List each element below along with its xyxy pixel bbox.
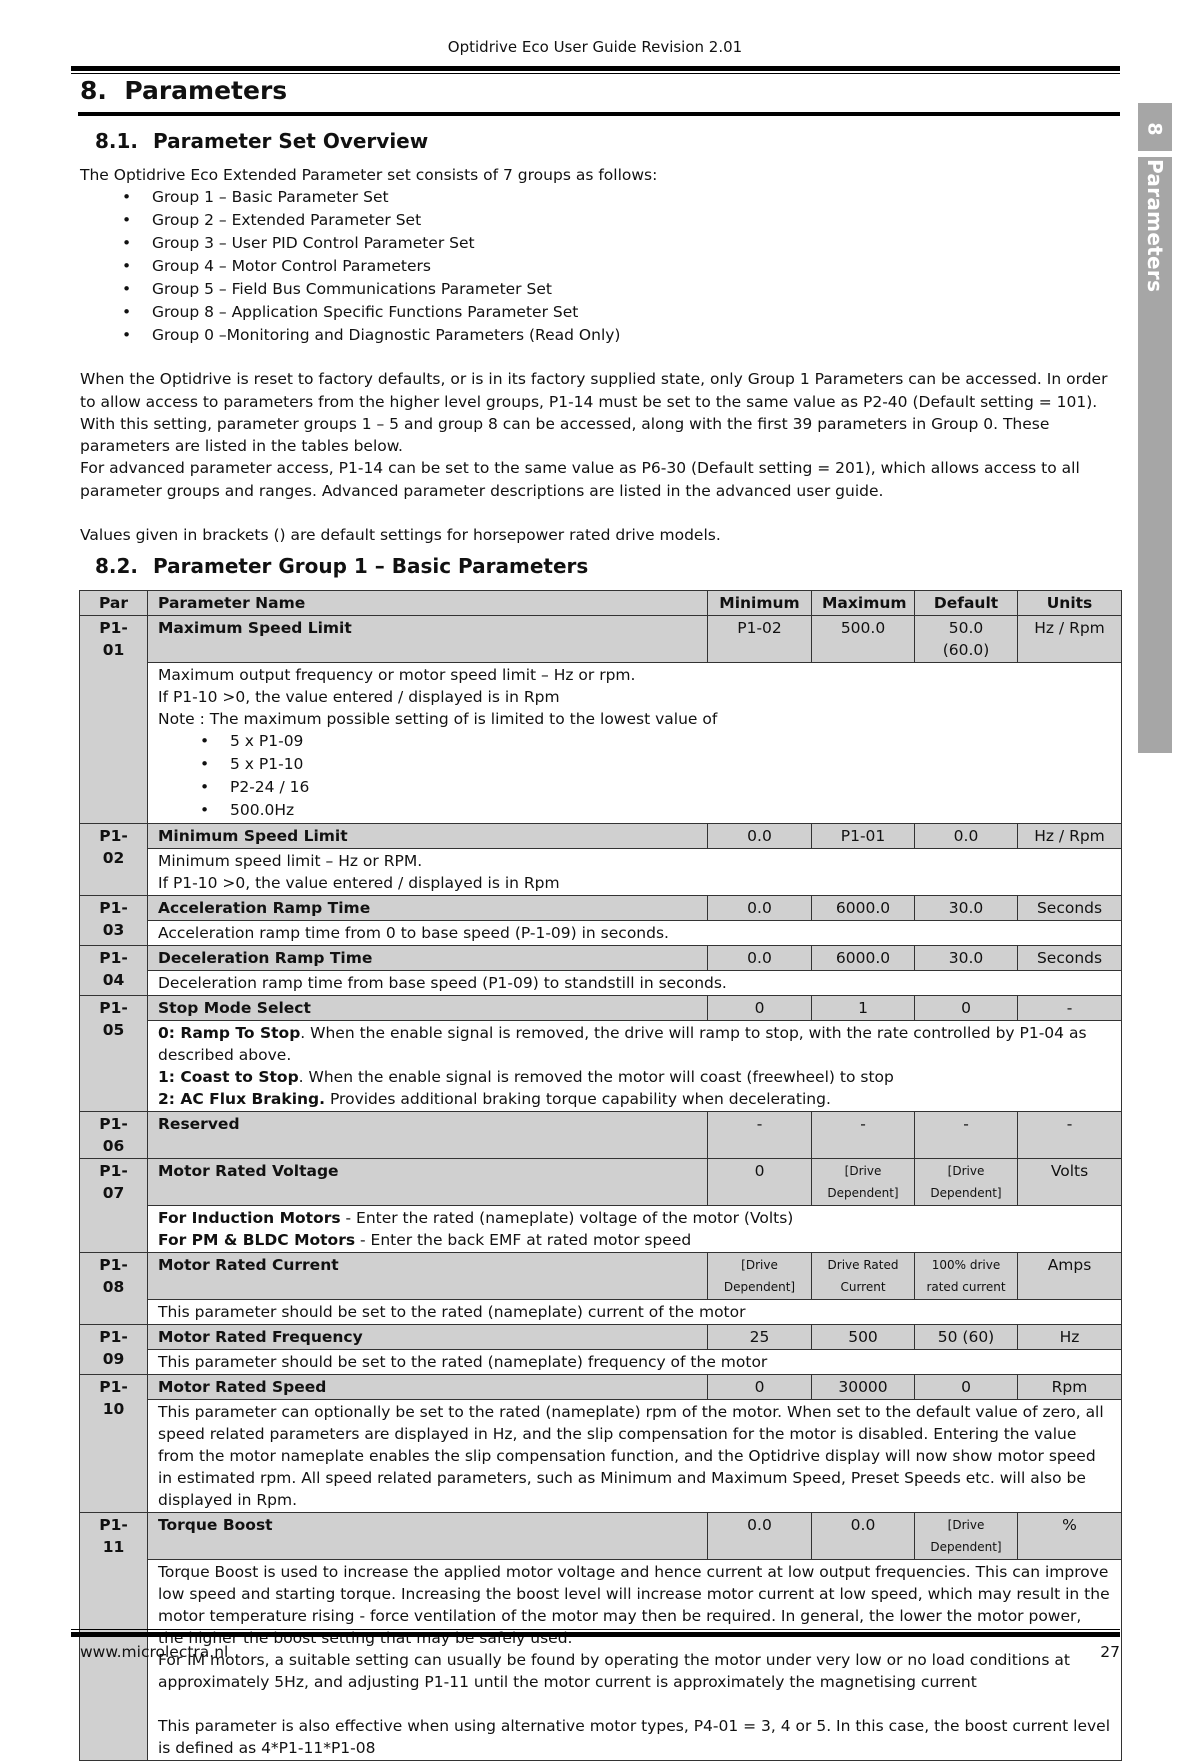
table-row [80, 1400, 1122, 1513]
param-units: Hz / Rpm [1018, 616, 1122, 663]
param-name: Motor Rated Frequency [148, 1325, 708, 1350]
induction-motor-note: For Induction Motors - Enter the rated (nameplate) voltage of the motor (Volts) [158, 1209, 794, 1227]
param-description: This parameter should be set to the rated (nameplate) current of the motor [148, 1300, 1122, 1325]
param-name: Minimum Speed Limit [148, 824, 708, 849]
param-description [148, 849, 1122, 896]
table-row [80, 1350, 1122, 1375]
desc-line: This parameter is also effective when using alternative motor types, P4-01 = 3, 4 or 5. In this case, the boost current level is defined as 4*P1-11*P1-08 [158, 1717, 1111, 1757]
paragraph-advanced: For advanced parameter access, P1-14 can be set to the same value as P6-30 (Default setting = 201), which allows access to all parameter groups and ranges. Advanced parameter descriptions are listed in the advanced user guide. [80, 459, 1080, 500]
param-id: P1-08 [80, 1253, 148, 1325]
section-heading [80, 76, 287, 105]
param-default: 0.0 [915, 824, 1018, 849]
table-row [80, 921, 1122, 946]
param-name: Stop Mode Select [148, 996, 708, 1021]
header-max: Maximum [812, 591, 915, 616]
header-min: Minimum [708, 591, 812, 616]
param-description [148, 663, 1122, 824]
pm-motor-note: For PM & BLDC Motors - Enter the back EMF at rated motor speed [158, 1231, 692, 1249]
list-item: • Group 2 – Extended Parameter Set [80, 209, 1123, 232]
param-name: Deceleration Ramp Time [148, 946, 708, 971]
param-description: Acceleration ramp time from 0 to base speed (P-1-09) in seconds. [148, 921, 1122, 946]
param-id: P1-06 [80, 1112, 148, 1159]
list-item: • Group 0 –Monitoring and Diagnostic Parameters (Read Only) [80, 324, 1123, 347]
footer-rule [71, 1632, 1120, 1637]
desc-line: Torque Boost is used to increase the applied motor voltage and hence current at low output frequencies. This can improve low speed and starting torque. Increasing the boost level will increase motor current at low speed, which may result in the motor temperature rising - force ventilation of the motor may then be required. In general, the lower the motor power, the higher the boost setting that may be safely used. [158, 1563, 1110, 1647]
param-min: [Drive Dependent] [708, 1253, 812, 1300]
side-tab-label: Parameters [1143, 159, 1167, 293]
desc-line: If P1-10 >0, the value entered / displayed is in Rpm [158, 688, 560, 706]
stop-mode-option-0: 0: Ramp To Stop. When the enable signal is removed, the drive will ramp to stop, with the rate controlled by P1-04 as described above. [158, 1024, 1087, 1064]
param-max: 0.0 [812, 1513, 915, 1560]
group-list [80, 186, 1123, 347]
list-item: • 500.0Hz [158, 799, 1111, 822]
param-min: P1-02 [708, 616, 812, 663]
param-id: P1-07 [80, 1159, 148, 1253]
list-item: • 5 x P1-09 [158, 730, 1111, 753]
table-row [80, 663, 1122, 824]
param-units: - [1018, 996, 1122, 1021]
header-par: Par [80, 591, 148, 616]
param-min: 0.0 [708, 946, 812, 971]
param-id: P1-11 [80, 1513, 148, 1761]
table-row [80, 824, 1122, 849]
param-default: 0 [915, 996, 1018, 1021]
section-number: 8. [80, 76, 107, 105]
desc-line: Maximum output frequency or motor speed limit – Hz or rpm. [158, 666, 636, 684]
param-default: 100% drive rated current [915, 1253, 1018, 1300]
header-name: Parameter Name [148, 591, 708, 616]
side-tab-number: 8 [1143, 122, 1166, 136]
paragraph-reset: When the Optidrive is reset to factory defaults, or is in its factory supplied state, only Group 1 Parameters can be accessed. In order to allow access to parameters from the higher level groups, P1-14 must be set to the same value as P2-40 (Default setting = 101). With this setting, parameter groups 1 – 5 and group 8 can be accessed, along with the first 39 parameters in Group 0. These parameters are listed in the tables below. [80, 370, 1108, 456]
param-units: Seconds [1018, 946, 1122, 971]
header-rule [71, 66, 1120, 71]
param-min: 0 [708, 1375, 812, 1400]
param-max: 6000.0 [812, 946, 915, 971]
param-id: P1-01 [80, 616, 148, 824]
paragraph-brackets: Values given in brackets () are default settings for horsepower rated drive models. [80, 526, 721, 545]
param-id: P1-05 [80, 996, 148, 1112]
list-item: • Group 4 – Motor Control Parameters [80, 255, 1123, 278]
param-id: P1-02 [80, 824, 148, 896]
desc-line: For IM motors, a suitable setting can usually be found by operating the motor under very low or no load conditions at approximately 5Hz, and adjusting P1-11 until the motor current is approximately the magnetising current [158, 1651, 1070, 1691]
param-units: Rpm [1018, 1375, 1122, 1400]
table-row [80, 1021, 1122, 1112]
param-max: P1-01 [812, 824, 915, 849]
param-default: 30.0 [915, 946, 1018, 971]
param-max: 500.0 [812, 616, 915, 663]
stop-mode-option-2: 2: AC Flux Braking. Provides additional braking torque capability when decelerating. [158, 1090, 831, 1108]
param-min: 0.0 [708, 896, 812, 921]
param-id: P1-03 [80, 896, 148, 946]
overview-text [80, 164, 1123, 546]
param-units: % [1018, 1513, 1122, 1560]
param-min: 0 [708, 1159, 812, 1206]
table-row [80, 971, 1122, 996]
param-max: 500 [812, 1325, 915, 1350]
param-max: Drive Rated Current [812, 1253, 915, 1300]
param-name: Reserved [148, 1112, 708, 1159]
param-id: P1-09 [80, 1325, 148, 1375]
table-row [80, 849, 1122, 896]
footer-rule-thin [71, 1629, 1120, 1630]
list-item: • Group 3 – User PID Control Parameter Set [80, 232, 1123, 255]
param-max: [Drive Dependent] [812, 1159, 915, 1206]
param-name: Motor Rated Speed [148, 1375, 708, 1400]
param-units: - [1018, 1112, 1122, 1159]
table-row [80, 996, 1122, 1021]
param-description [148, 1560, 1122, 1761]
param-description: This parameter can optionally be set to the rated (nameplate) rpm of the motor. When set to the default value of zero, all speed related parameters are displayed in Hz, and the slip compensation for the motor is disabled. Entering the value from the motor nameplate enables the slip compensation function, and the Optidrive display will now show motor speed in estimated rpm. All speed related parameters, such as Minimum and Maximum Speed, Preset Speeds etc. will also be displayed in Rpm. [148, 1400, 1122, 1513]
table-row [80, 1325, 1122, 1350]
header-default: Default [915, 591, 1018, 616]
page-header-title: Optidrive Eco User Guide Revision 2.01 [447, 38, 743, 56]
table-header-row [80, 591, 1122, 616]
param-description: This parameter should be set to the rated (nameplate) frequency of the motor [148, 1350, 1122, 1375]
param-max: 30000 [812, 1375, 915, 1400]
section-title: Parameters [124, 76, 288, 105]
header-rule-thin [71, 73, 1120, 74]
param-min: 0.0 [708, 1513, 812, 1560]
overview-intro: The Optidrive Eco Extended Parameter set consists of 7 groups as follows: [80, 166, 658, 184]
param-id: P1-04 [80, 946, 148, 996]
param-default: 0 [915, 1375, 1018, 1400]
table-row [80, 1206, 1122, 1253]
table-row [80, 1253, 1122, 1300]
footer-website: www.microlectra.nl [80, 1643, 229, 1661]
table-row [80, 1112, 1122, 1159]
table-row [80, 1159, 1122, 1206]
table-row [80, 1300, 1122, 1325]
table-row [80, 946, 1122, 971]
param-name: Motor Rated Current [148, 1253, 708, 1300]
param-max: - [812, 1112, 915, 1159]
list-item: • 5 x P1-10 [158, 753, 1111, 776]
list-item: • P2-24 / 16 [158, 776, 1111, 799]
stop-mode-option-1: 1: Coast to Stop. When the enable signal is removed the motor will coast (freewheel) to stop [158, 1068, 894, 1086]
param-default: [Drive Dependent] [915, 1513, 1018, 1560]
parameter-table [79, 590, 1122, 1761]
side-tab-separator [1138, 151, 1172, 157]
param-min: 0 [708, 996, 812, 1021]
desc-line: If P1-10 >0, the value entered / displayed is in Rpm [158, 874, 560, 892]
page-number: 27 [1100, 1643, 1120, 1661]
list-item: • Group 1 – Basic Parameter Set [80, 186, 1123, 209]
param-min: 25 [708, 1325, 812, 1350]
chapter-side-tab [1138, 103, 1172, 753]
param-description [148, 1021, 1122, 1112]
table-row [80, 616, 1122, 663]
param-default: 30.0 [915, 896, 1018, 921]
subsection-heading-group1: 8.2. Parameter Group 1 – Basic Parameters [95, 554, 589, 578]
param-default: 50.0 (60.0) [915, 616, 1018, 663]
table-row [80, 1513, 1122, 1560]
header-units: Units [1018, 591, 1122, 616]
desc-line: Minimum speed limit – Hz or RPM. [158, 852, 423, 870]
param-default: - [915, 1112, 1018, 1159]
param-name: Maximum Speed Limit [148, 616, 708, 663]
desc-line: Note : The maximum possible setting of is limited to the lowest value of [158, 710, 718, 728]
param-description: Deceleration ramp time from base speed (P1-09) to standstill in seconds. [148, 971, 1122, 996]
table-row [80, 896, 1122, 921]
param-min: - [708, 1112, 812, 1159]
param-default: [Drive Dependent] [915, 1159, 1018, 1206]
param-max: 1 [812, 996, 915, 1021]
param-description [148, 1206, 1122, 1253]
subsection-heading-overview: 8.1. Parameter Set Overview [95, 129, 429, 153]
limit-list [158, 730, 1111, 822]
param-name: Motor Rated Voltage [148, 1159, 708, 1206]
param-units: Amps [1018, 1253, 1122, 1300]
list-item: • Group 8 – Application Specific Functions Parameter Set [80, 301, 1123, 324]
param-id: P1-10 [80, 1375, 148, 1513]
param-units: Volts [1018, 1159, 1122, 1206]
param-units: Seconds [1018, 896, 1122, 921]
param-max: 6000.0 [812, 896, 915, 921]
param-name: Torque Boost [148, 1513, 708, 1560]
section-rule [78, 112, 1120, 116]
param-default: 50 (60) [915, 1325, 1018, 1350]
param-units: Hz / Rpm [1018, 824, 1122, 849]
list-item: • Group 5 – Field Bus Communications Parameter Set [80, 278, 1123, 301]
param-name: Acceleration Ramp Time [148, 896, 708, 921]
table-row [80, 1375, 1122, 1400]
param-min: 0.0 [708, 824, 812, 849]
param-units: Hz [1018, 1325, 1122, 1350]
table-row [80, 1560, 1122, 1761]
